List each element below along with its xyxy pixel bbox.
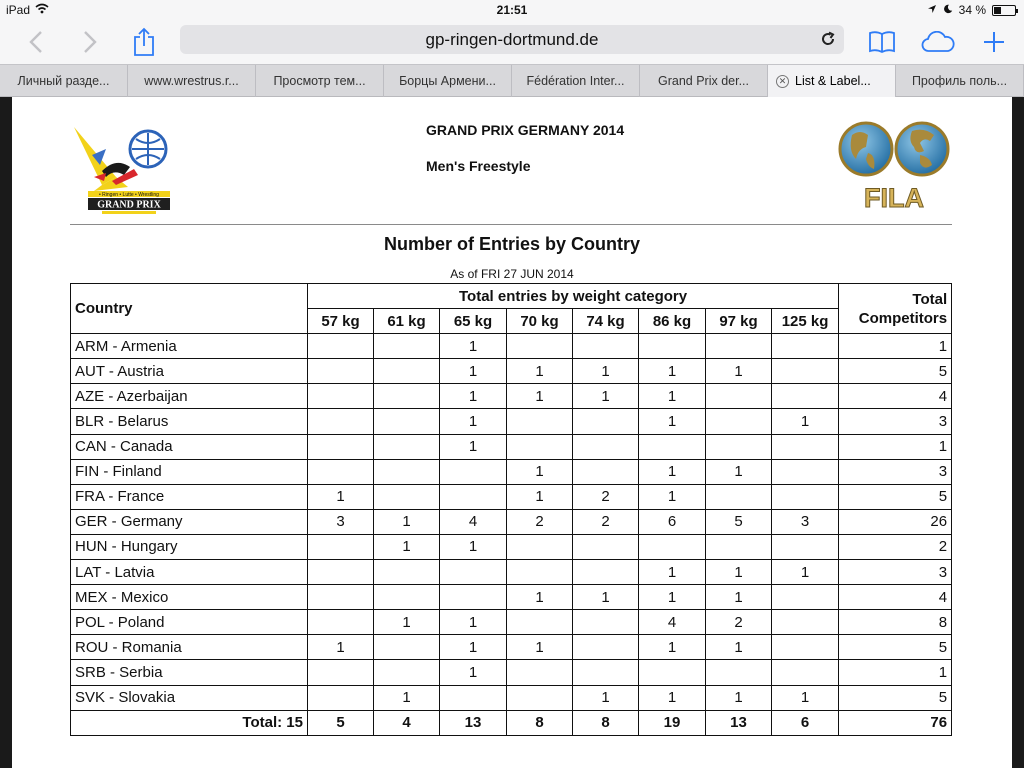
table-row [71, 610, 952, 635]
entry-count-cell: 8 [507, 710, 573, 735]
fila-logo [838, 119, 950, 211]
entry-count-cell: 1 [507, 384, 573, 409]
entry-count-cell [507, 685, 573, 710]
entry-count-cell [706, 384, 772, 409]
entry-count-cell [308, 685, 374, 710]
entry-count-cell: 1 [639, 409, 706, 434]
entry-count-cell [573, 660, 639, 685]
total-header-line2: Competitors [858, 309, 948, 327]
cloud-icon [921, 31, 955, 53]
entry-count-cell [308, 459, 374, 484]
entry-count-cell: 1 [573, 685, 639, 710]
entry-count-cell [507, 409, 573, 434]
battery-fill [994, 7, 1001, 14]
reload-icon [820, 31, 836, 47]
entry-count-cell [440, 459, 507, 484]
entry-count-cell: 1 [440, 409, 507, 434]
tab-label: List & Label... [795, 74, 871, 88]
entry-count-cell: 1 [639, 484, 706, 509]
entry-count-cell [772, 334, 839, 359]
report-title: Number of Entries by Country [383, 234, 641, 254]
total-competitors-cell: 3 [839, 459, 952, 484]
entry-count-cell: 6 [772, 710, 839, 735]
tab-item[interactable] [640, 65, 768, 97]
back-button[interactable] [18, 24, 54, 60]
entry-count-cell [639, 334, 706, 359]
table-row [71, 434, 952, 459]
tab-item[interactable] [128, 65, 256, 97]
chevron-left-icon [28, 30, 44, 54]
entry-count-cell [374, 409, 440, 434]
entry-count-cell [573, 334, 639, 359]
weight-group-header: Total entries by weight category [308, 284, 839, 309]
browser-toolbar [0, 20, 1024, 64]
entry-count-cell [308, 384, 374, 409]
entry-count-cell [374, 484, 440, 509]
entry-count-cell: 1 [639, 359, 706, 384]
total-competitors-cell: 76 [839, 710, 952, 735]
weight-category-header: 97 kg [706, 309, 772, 334]
entry-count-cell: 19 [639, 710, 706, 735]
icloud-tabs-button[interactable] [920, 24, 956, 60]
country-cell: GER - Germany [71, 509, 308, 534]
entry-count-cell [308, 334, 374, 359]
grand-prix-logo [72, 125, 182, 220]
total-competitors-header [839, 284, 952, 334]
total-competitors-cell: 3 [839, 409, 952, 434]
entry-count-cell: 1 [706, 585, 772, 610]
gp-logo-text: GRAND PRIX [97, 199, 161, 211]
entry-count-cell [308, 409, 374, 434]
entry-count-cell: 1 [639, 560, 706, 585]
entry-count-cell [440, 484, 507, 509]
entry-count-cell [573, 434, 639, 459]
entry-count-cell: 1 [706, 459, 772, 484]
table-row [71, 459, 952, 484]
entry-count-cell: 1 [440, 610, 507, 635]
entry-count-cell: 1 [772, 409, 839, 434]
tab-item[interactable] [512, 65, 640, 97]
tab-label: Личный разде... [17, 74, 110, 88]
entry-count-cell [374, 384, 440, 409]
entry-count-cell: 1 [374, 610, 440, 635]
entry-count-cell: 1 [573, 359, 639, 384]
country-cell: FIN - Finland [71, 459, 308, 484]
event-title: GRAND PRIX GERMANY 2014 [426, 122, 625, 138]
entry-count-cell: 1 [374, 509, 440, 534]
table-body [71, 334, 952, 736]
totals-label: Total: 15 [71, 710, 308, 735]
url-text: gp-ringen-dortmund.de [425, 30, 599, 49]
entry-count-cell: 1 [440, 635, 507, 660]
entry-count-cell: 1 [374, 685, 440, 710]
entry-count-cell: 1 [440, 434, 507, 459]
entry-count-cell: 1 [374, 534, 440, 559]
entry-count-cell: 1 [706, 635, 772, 660]
entry-count-cell [772, 635, 839, 660]
entry-count-cell [308, 560, 374, 585]
entry-count-cell: 1 [507, 459, 573, 484]
entry-count-cell: 1 [639, 635, 706, 660]
entry-count-cell: 1 [639, 384, 706, 409]
country-cell: AZE - Azerbaijan [71, 384, 308, 409]
entry-count-cell: 13 [440, 710, 507, 735]
entry-count-cell [772, 359, 839, 384]
entry-count-cell [573, 534, 639, 559]
entry-count-cell [308, 434, 374, 459]
entry-count-cell: 1 [308, 635, 374, 660]
tab-label: Просмотр тем... [273, 74, 366, 88]
entry-count-cell [308, 534, 374, 559]
table-row [71, 409, 952, 434]
entry-count-cell [706, 409, 772, 434]
entry-count-cell: 2 [573, 509, 639, 534]
tab-label: www.wrestrus.r... [144, 74, 239, 88]
entry-count-cell: 1 [507, 585, 573, 610]
weight-category-header: 57 kg [308, 309, 374, 334]
total-competitors-cell: 5 [839, 635, 952, 660]
moon-icon [943, 3, 953, 17]
weight-category-header: 74 kg [573, 309, 639, 334]
entry-count-cell: 2 [706, 610, 772, 635]
divider [70, 224, 952, 225]
table-row [71, 660, 952, 685]
total-competitors-cell: 1 [839, 434, 952, 459]
tab-label: Профиль поль... [911, 74, 1008, 88]
table-row [71, 334, 952, 359]
entry-count-cell: 1 [440, 334, 507, 359]
clock: 21:51 [496, 3, 528, 17]
table-row [71, 585, 952, 610]
tab-label: Fédération Inter... [526, 74, 625, 88]
entry-count-cell [772, 585, 839, 610]
entry-count-cell [507, 610, 573, 635]
total-competitors-cell: 1 [839, 660, 952, 685]
entry-count-cell [507, 434, 573, 459]
entry-count-cell: 1 [440, 359, 507, 384]
entry-count-cell: 2 [573, 484, 639, 509]
entry-count-cell [440, 560, 507, 585]
country-cell: FRA - France [71, 484, 308, 509]
entry-count-cell [706, 660, 772, 685]
entry-count-cell: 1 [507, 635, 573, 660]
entry-count-cell: 1 [639, 685, 706, 710]
entry-count-cell [440, 585, 507, 610]
gp-logo-small-text: • Ringen • Lutte • Wrestling [99, 192, 159, 198]
totals-row [71, 710, 952, 735]
table-row [71, 384, 952, 409]
entry-count-cell [374, 359, 440, 384]
entry-count-cell: 1 [706, 685, 772, 710]
tab-label: Grand Prix der... [657, 74, 749, 88]
country-cell: LAT - Latvia [71, 560, 308, 585]
entry-count-cell [308, 359, 374, 384]
entry-count-cell [374, 459, 440, 484]
entry-count-cell: 4 [440, 509, 507, 534]
entry-count-cell [374, 660, 440, 685]
entry-count-cell: 4 [639, 610, 706, 635]
entry-count-cell [308, 660, 374, 685]
new-tab-button[interactable] [976, 24, 1012, 60]
entry-count-cell: 5 [706, 509, 772, 534]
total-competitors-cell: 4 [839, 384, 952, 409]
total-competitors-cell: 26 [839, 509, 952, 534]
entry-count-cell [639, 534, 706, 559]
entry-count-cell: 1 [507, 359, 573, 384]
entry-count-cell [772, 484, 839, 509]
entry-count-cell [374, 560, 440, 585]
tab-item[interactable] [256, 65, 384, 97]
entry-count-cell [772, 434, 839, 459]
entry-count-cell: 1 [573, 384, 639, 409]
device-label: iPad [6, 3, 31, 17]
table-row [71, 635, 952, 660]
tab-strip [0, 64, 1024, 97]
country-cell: ROU - Romania [71, 635, 308, 660]
entry-count-cell: 8 [573, 710, 639, 735]
weight-category-header: 125 kg [772, 309, 839, 334]
table-row [71, 534, 952, 559]
total-competitors-cell: 8 [839, 610, 952, 635]
address-bar[interactable] [180, 25, 844, 54]
table-row [71, 560, 952, 585]
entry-count-cell: 1 [639, 459, 706, 484]
event-subtitle: Men's Freestyle [426, 158, 531, 174]
entry-count-cell: 1 [639, 585, 706, 610]
entry-count-cell [573, 560, 639, 585]
entry-count-cell [308, 610, 374, 635]
total-header-line1: Total [912, 290, 948, 308]
entry-count-cell [573, 409, 639, 434]
pdf-page [12, 97, 1012, 768]
total-competitors-cell: 2 [839, 534, 952, 559]
country-cell: SRB - Serbia [71, 660, 308, 685]
close-tab-icon[interactable]: ✕ [776, 75, 789, 88]
entry-count-cell: 1 [772, 560, 839, 585]
tab-item[interactable] [0, 65, 128, 97]
entry-count-cell [772, 610, 839, 635]
entry-count-cell [374, 635, 440, 660]
total-competitors-cell: 5 [839, 359, 952, 384]
total-competitors-cell: 3 [839, 560, 952, 585]
fila-logo-text: FILA [864, 183, 924, 211]
entry-count-cell [573, 610, 639, 635]
total-competitors-cell: 1 [839, 334, 952, 359]
total-competitors-cell: 5 [839, 484, 952, 509]
tab-item-active[interactable] [768, 65, 896, 97]
entry-count-cell [507, 660, 573, 685]
weight-category-header: 65 kg [440, 309, 507, 334]
entry-count-cell: 1 [440, 384, 507, 409]
entry-count-cell [706, 434, 772, 459]
entry-count-cell [639, 434, 706, 459]
entry-count-cell [507, 334, 573, 359]
entry-count-cell [308, 585, 374, 610]
entry-count-cell: 1 [440, 660, 507, 685]
country-header: Country [71, 284, 308, 334]
entry-count-cell [639, 660, 706, 685]
entry-count-cell [507, 560, 573, 585]
location-icon [927, 3, 937, 17]
entry-count-cell: 13 [706, 710, 772, 735]
entry-count-cell [374, 585, 440, 610]
battery-icon [992, 5, 1016, 16]
table-row [71, 509, 952, 534]
entry-count-cell: 1 [308, 484, 374, 509]
entries-table [70, 283, 952, 736]
country-cell: ARM - Armenia [71, 334, 308, 359]
country-cell: SVK - Slovakia [71, 685, 308, 710]
country-cell: AUT - Austria [71, 359, 308, 384]
entry-count-cell: 2 [507, 509, 573, 534]
total-competitors-cell: 5 [839, 685, 952, 710]
country-cell: BLR - Belarus [71, 409, 308, 434]
entry-count-cell: 1 [772, 685, 839, 710]
share-button[interactable] [126, 24, 162, 60]
weight-category-header: 61 kg [374, 309, 440, 334]
forward-button[interactable] [72, 24, 108, 60]
entry-count-cell [706, 334, 772, 359]
entry-count-cell [772, 384, 839, 409]
entry-count-cell [772, 660, 839, 685]
entry-count-cell: 4 [374, 710, 440, 735]
battery-percent: 34 % [958, 3, 986, 17]
entry-count-cell: 3 [308, 509, 374, 534]
entry-count-cell: 1 [440, 534, 507, 559]
entry-count-cell [573, 459, 639, 484]
as-of-date: As of FRI 27 JUN 2014 [450, 267, 574, 281]
table-row [71, 484, 952, 509]
table-row [71, 359, 952, 384]
entry-count-cell: 6 [639, 509, 706, 534]
entry-count-cell: 1 [706, 359, 772, 384]
country-cell: POL - Poland [71, 610, 308, 635]
entry-count-cell [772, 459, 839, 484]
bookmarks-button[interactable] [864, 24, 900, 60]
entry-count-cell [440, 685, 507, 710]
entry-count-cell: 1 [507, 484, 573, 509]
reload-button[interactable] [816, 27, 840, 51]
chevron-right-icon [82, 30, 98, 54]
book-icon [868, 30, 896, 54]
entry-count-cell [573, 635, 639, 660]
entry-count-cell [706, 534, 772, 559]
entry-count-cell: 1 [706, 560, 772, 585]
entry-count-cell: 1 [573, 585, 639, 610]
country-cell: CAN - Canada [71, 434, 308, 459]
entry-count-cell [706, 484, 772, 509]
tab-item[interactable] [896, 65, 1024, 97]
entry-count-cell [507, 534, 573, 559]
status-bar [0, 0, 1024, 20]
country-cell: HUN - Hungary [71, 534, 308, 559]
entry-count-cell: 5 [308, 710, 374, 735]
plus-icon [983, 31, 1005, 53]
entry-count-cell [374, 434, 440, 459]
tab-item[interactable] [384, 65, 512, 97]
entry-count-cell [374, 334, 440, 359]
country-cell: MEX - Mexico [71, 585, 308, 610]
tab-label: Борцы Армени... [399, 74, 496, 88]
table-row [71, 685, 952, 710]
weight-category-header: 86 kg [639, 309, 706, 334]
share-icon [132, 27, 156, 57]
entry-count-cell: 3 [772, 509, 839, 534]
entry-count-cell [772, 534, 839, 559]
total-competitors-cell: 4 [839, 585, 952, 610]
weight-category-header: 70 kg [507, 309, 573, 334]
